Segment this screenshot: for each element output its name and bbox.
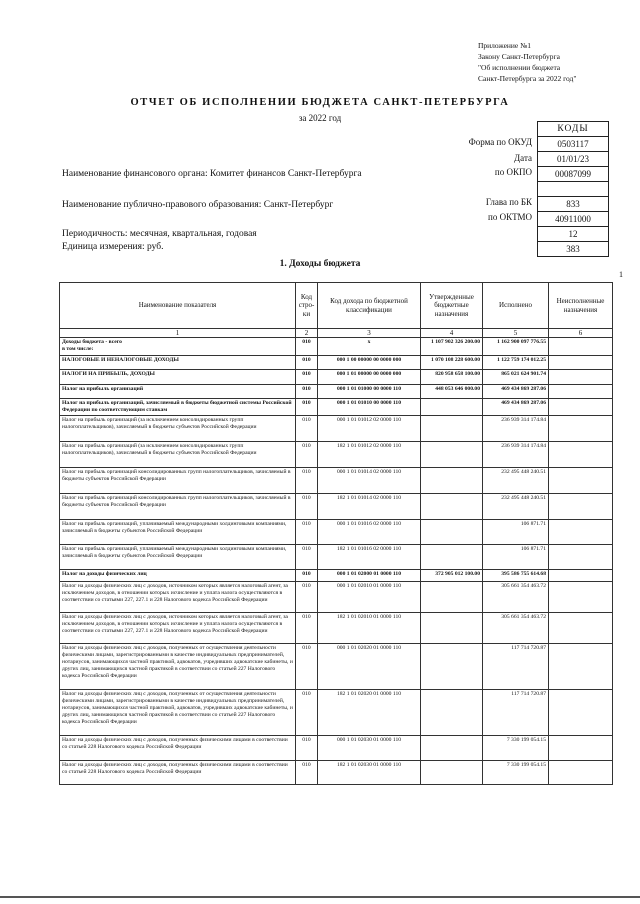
row-approved <box>421 690 483 736</box>
row-approved <box>421 520 483 545</box>
col-approved: Утвержденные бюджетные назначения <box>421 283 483 329</box>
row-approved <box>421 582 483 613</box>
row-line-code: 010 <box>296 385 318 399</box>
row-name: Налог на доходы физических лиц с доходов, полученных физическими лицами в соответствии со статьей 228 Налогового кодекса Российской Федерации <box>60 761 296 785</box>
row-executed: 106 871.71 <box>483 520 549 545</box>
label-oktmo: по ОКТМО <box>488 212 532 222</box>
code-unit: 383 <box>538 242 609 257</box>
row-approved <box>421 442 483 468</box>
row-approved: 820 958 658 100.00 <box>421 370 483 385</box>
table-row <box>60 442 613 468</box>
row-name: Налог на прибыль организаций (за исключением консолидированных групп налогоплательщиков), зачисляемый в бюджеты субъектов Российской Федерации <box>60 416 296 442</box>
row-line-code: 010 <box>296 416 318 442</box>
appendix-note <box>478 40 628 84</box>
col-number: 5 <box>483 329 549 338</box>
row-unexecuted <box>549 644 613 690</box>
row-line-code: 010 <box>296 582 318 613</box>
row-income-code: 000 1 01 01000 00 0000 110 <box>318 385 421 399</box>
row-unexecuted <box>549 356 613 370</box>
row-approved: 372 905 012 100.00 <box>421 570 483 582</box>
row-unexecuted <box>549 399 613 416</box>
row-executed: 106 871.71 <box>483 545 549 570</box>
row-unexecuted <box>549 736 613 761</box>
table-row <box>60 370 613 385</box>
row-name: Налог на доходы физических лиц <box>60 570 296 582</box>
row-name: Доходы бюджета - всего в том числе: <box>60 338 296 356</box>
row-unexecuted <box>549 570 613 582</box>
table-row <box>60 468 613 494</box>
col-number: 4 <box>421 329 483 338</box>
periodicity: Периодичность: месячная, квартальная, годовая <box>62 229 257 239</box>
row-executed: 232 495 448 240.51 <box>483 468 549 494</box>
col-income-code: Код дохода по бюджетной классификации <box>318 283 421 329</box>
row-income-code: 000 1 01 01010 00 0000 110 <box>318 399 421 416</box>
col-number: 1 <box>60 329 296 338</box>
code-empty <box>538 182 609 197</box>
row-name: Налог на доходы физических лиц с доходов, полученных от осуществления деятельности физическими лицами, зарегистрированными в качестве индивидуальных предпринимателей, нотариусов, занимающихся частной практикой, адвокатов, учредивших адвокатские кабинеты, и других лиц, занимающихся частной практикой в соответствии со статьей 227 Налогового кодекса Российской Федерации <box>60 690 296 736</box>
row-approved: 1 070 108 228 600.00 <box>421 356 483 370</box>
code-periodicity: 12 <box>538 227 609 242</box>
label-date: Дата <box>514 153 532 163</box>
table-row <box>60 520 613 545</box>
col-executed: Исполнено <box>483 283 549 329</box>
row-executed: 232 495 448 240.51 <box>483 494 549 520</box>
row-approved <box>421 545 483 570</box>
codes-table <box>537 121 609 257</box>
row-line-code: 010 <box>296 644 318 690</box>
appendix-line: Закону Санкт-Петербурга <box>478 52 560 61</box>
row-approved <box>421 416 483 442</box>
row-income-code: 182 1 01 02020 01 0000 110 <box>318 690 421 736</box>
row-income-code: 000 1 01 02010 01 0000 110 <box>318 582 421 613</box>
code-date: 01/01/23 <box>538 152 609 167</box>
row-name: Налог на прибыль организаций, уплачиваемый международными холдинговыми компаниями, зачисляемый в бюджеты субъектов Российской Федерации <box>60 520 296 545</box>
col-name: Наименование показателя <box>60 283 296 329</box>
row-line-code: 010 <box>296 545 318 570</box>
row-approved <box>421 494 483 520</box>
row-income-code: 000 1 01 01012 02 0000 110 <box>318 416 421 442</box>
appendix-line: Приложение №1 <box>478 41 532 50</box>
row-income-code: 000 1 01 02030 01 0000 110 <box>318 736 421 761</box>
row-income-code: 182 1 01 01016 02 0000 110 <box>318 545 421 570</box>
row-line-code: 010 <box>296 494 318 520</box>
row-approved <box>421 761 483 785</box>
table-row <box>60 613 613 644</box>
row-income-code: 182 1 01 01014 02 0000 110 <box>318 494 421 520</box>
row-approved: 1 107 902 326 200.00 <box>421 338 483 356</box>
row-approved <box>421 736 483 761</box>
unit-of-measure: Единица измерения: руб. <box>62 242 164 252</box>
col-number: 6 <box>549 329 613 338</box>
row-income-code: 000 1 01 02020 01 0000 110 <box>318 644 421 690</box>
row-unexecuted <box>549 442 613 468</box>
table-row <box>60 356 613 370</box>
row-executed: 236 939 314 174.84 <box>483 416 549 442</box>
row-executed: 469 434 869 287.06 <box>483 399 549 416</box>
row-name: Налог на доходы физических лиц с доходов, источником которых является налоговый агент, за исключением доходов, в отношении которых исчисление и уплата налога осуществляются в соответствии со статьями 227, 227.1 и 228 Налогового кодекса Российской Федерации <box>60 582 296 613</box>
row-executed: 236 939 314 174.84 <box>483 442 549 468</box>
row-line-code: 010 <box>296 468 318 494</box>
code-oktmo: 40911000 <box>538 212 609 227</box>
row-executed: 117 714 720.87 <box>483 690 549 736</box>
row-name: Налог на доходы физических лиц с доходов, источником которых является налоговый агент, за исключением доходов, в отношении которых исчисление и уплата налога осуществляются в соответствии со статьями 227, 227.1 и 228 Налогового кодекса Российской Федерации <box>60 613 296 644</box>
financial-organ: Наименование финансового органа: Комитет финансов Санкт-Петербурга <box>62 169 362 179</box>
public-entity: Наименование публично-правового образования: Санкт-Петербург <box>62 200 334 210</box>
table-row <box>60 545 613 570</box>
row-name: НАЛОГИ НА ПРИБЫЛЬ, ДОХОДЫ <box>60 370 296 385</box>
col-line-code: Код стро-ки <box>296 283 318 329</box>
table-row <box>60 399 613 416</box>
appendix-line: Санкт-Петербурга за 2022 год" <box>478 74 577 83</box>
row-line-code: 010 <box>296 520 318 545</box>
code-okud: 0503117 <box>538 137 609 152</box>
row-executed: 395 586 755 614.68 <box>483 570 549 582</box>
row-unexecuted <box>549 385 613 399</box>
row-unexecuted <box>549 761 613 785</box>
row-approved <box>421 399 483 416</box>
row-income-code: 000 1 01 01014 02 0000 110 <box>318 468 421 494</box>
row-unexecuted <box>549 416 613 442</box>
row-income-code: 182 1 01 02030 01 0000 110 <box>318 761 421 785</box>
page-marker: 1 <box>619 270 623 279</box>
row-line-code: 010 <box>296 736 318 761</box>
row-name: Налог на прибыль организаций, уплачиваемый международными холдинговыми компаниями, зачисляемый в бюджеты субъектов Российской Федерации <box>60 545 296 570</box>
row-approved: 448 053 646 000.00 <box>421 385 483 399</box>
row-unexecuted <box>549 520 613 545</box>
row-income-code: 000 1 01 01016 02 0000 110 <box>318 520 421 545</box>
label-okpo: по ОКПО <box>494 167 532 177</box>
row-executed: 1 162 900 097 776.55 <box>483 338 549 356</box>
section-title: 1. Доходы бюджета <box>279 259 361 269</box>
row-unexecuted <box>549 582 613 613</box>
row-unexecuted <box>549 468 613 494</box>
row-income-code: 000 1 01 00000 00 0000 000 <box>318 370 421 385</box>
row-name: Налог на прибыль организаций консолидированных групп налогоплательщиков, зачисляемый в бюджеты субъектов Российской Федерации <box>60 494 296 520</box>
income-table <box>59 282 613 785</box>
col-number: 3 <box>318 329 421 338</box>
row-line-code: 010 <box>296 442 318 468</box>
row-approved <box>421 468 483 494</box>
row-executed: 1 122 759 174 012.25 <box>483 356 549 370</box>
table-row <box>60 582 613 613</box>
table-row <box>60 761 613 785</box>
col-unexecuted: Неисполненные назначения <box>549 283 613 329</box>
row-name: Налог на прибыль организаций <box>60 385 296 399</box>
row-approved <box>421 613 483 644</box>
row-line-code: 010 <box>296 570 318 582</box>
row-line-code: 010 <box>296 761 318 785</box>
row-executed: 469 434 869 287.06 <box>483 385 549 399</box>
row-income-code: 182 1 01 01012 02 0000 110 <box>318 442 421 468</box>
row-name: Налог на прибыль организаций (за исключением консолидированных групп налогоплательщиков), зачисляемый в бюджеты субъектов Российской Федерации <box>60 442 296 468</box>
table-row <box>60 338 613 356</box>
row-income-code: 000 1 00 00000 00 0000 000 <box>318 356 421 370</box>
code-okpo: 00087099 <box>538 167 609 182</box>
row-income-code: 182 1 01 02010 01 0000 110 <box>318 613 421 644</box>
table-row <box>60 416 613 442</box>
row-name: Налог на прибыль организаций, зачисляемый в бюджеты бюджетной системы Российской Федерации по соответствующим ставкам <box>60 399 296 416</box>
row-unexecuted <box>549 338 613 356</box>
row-name: Налог на доходы физических лиц с доходов, полученных от осуществления деятельности физическими лицами, зарегистрированными в качестве индивидуальных предпринимателей, нотариусов, занимающихся частной практикой, адвокатов, учредивших адвокатские кабинеты, и других лиц, занимающихся частной практикой в соответствии со статьей 227 Налогового кодекса Российской Федерации <box>60 644 296 690</box>
page-bottom-rule <box>0 896 640 898</box>
table-row <box>60 570 613 582</box>
table-row <box>60 385 613 399</box>
table-row <box>60 644 613 690</box>
label-okud: Форма по ОКУД <box>468 137 532 147</box>
row-approved <box>421 644 483 690</box>
row-executed: 7 330 199 054.15 <box>483 736 549 761</box>
row-line-code: 010 <box>296 370 318 385</box>
row-name: Налог на доходы физических лиц с доходов, полученных физическими лицами в соответствии со статьей 228 Налогового кодекса Российской Федерации <box>60 736 296 761</box>
row-line-code: 010 <box>296 338 318 356</box>
row-unexecuted <box>549 613 613 644</box>
code-glava-bk: 833 <box>538 197 609 212</box>
row-unexecuted <box>549 494 613 520</box>
col-number: 2 <box>296 329 318 338</box>
row-income-code: x <box>318 338 421 356</box>
row-name: Налог на прибыль организаций консолидированных групп налогоплательщиков, зачисляемый в бюджеты субъектов Российской Федерации <box>60 468 296 494</box>
row-line-code: 010 <box>296 399 318 416</box>
row-line-code: 010 <box>296 690 318 736</box>
row-unexecuted <box>549 545 613 570</box>
row-executed: 305 661 354 463.72 <box>483 582 549 613</box>
table-row <box>60 690 613 736</box>
table-row <box>60 736 613 761</box>
report-title: ОТЧЕТ ОБ ИСПОЛНЕНИИ БЮДЖЕТА САНКТ-ПЕТЕРБУРГА <box>130 97 510 108</box>
row-executed: 117 714 720.87 <box>483 644 549 690</box>
row-name: НАЛОГОВЫЕ И НЕНАЛОГОВЫЕ ДОХОДЫ <box>60 356 296 370</box>
row-unexecuted <box>549 690 613 736</box>
row-executed: 865 021 624 901.74 <box>483 370 549 385</box>
table-row <box>60 494 613 520</box>
row-line-code: 010 <box>296 613 318 644</box>
appendix-line: "Об исполнении бюджета <box>478 63 561 72</box>
row-line-code: 010 <box>296 356 318 370</box>
row-unexecuted <box>549 370 613 385</box>
codes-header: КОДЫ <box>538 122 609 137</box>
row-executed: 305 661 354 463.72 <box>483 613 549 644</box>
row-income-code: 000 1 01 02000 01 0000 110 <box>318 570 421 582</box>
label-glava-bk: Глава по БК <box>485 197 532 207</box>
row-executed: 7 330 199 054.15 <box>483 761 549 785</box>
report-period: за 2022 год <box>298 113 342 123</box>
